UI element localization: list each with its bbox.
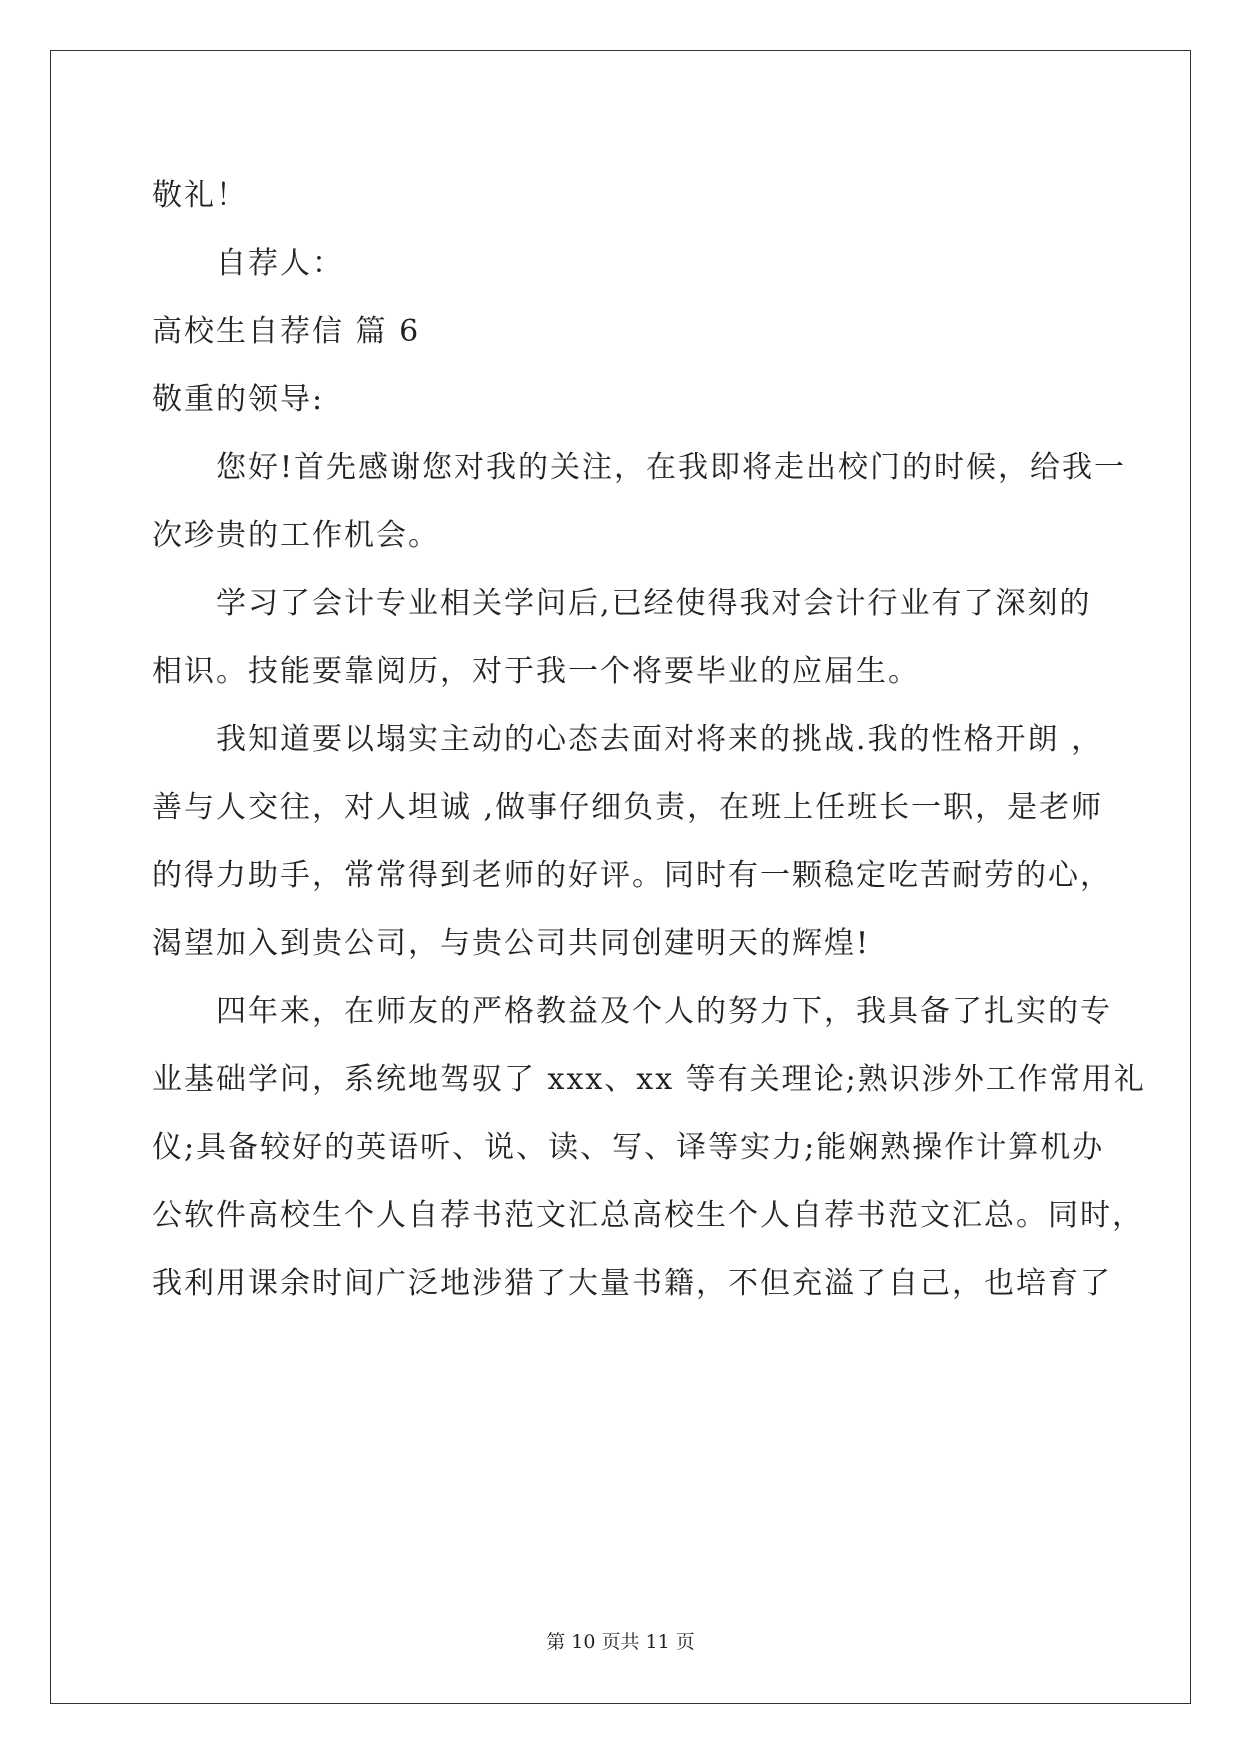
body-line: 相识。技能要靠阅历，对于我一个将要毕业的应届生。 [152,654,920,689]
signature-line: 自荐人： [216,246,344,281]
body-line: 您好!首先感谢您对我的关注，在我即将走出校门的时候，给我一 [216,450,1127,485]
body-line: 次珍贵的工作机会。 [152,518,440,553]
closing-salutation: 敬礼！ [152,178,248,213]
body-line: 我知道要以塌实主动的心态去面对将来的挑战.我的性格开朗 ， [216,722,1104,757]
body-line: 渴望加入到贵公司，与贵公司共同创建明天的辉煌! [152,926,871,961]
page-footer [0,1627,1241,1654]
body-line: 四年来，在师友的严格教益及个人的努力下，我具备了扎实的专 [216,994,1112,1029]
body-line: 业基础学问，系统地驾驭了 xxx、xx 等有关理论;熟识涉外工作常用礼 [152,1062,1146,1097]
page-number: 第 10 页 [546,1631,621,1653]
section-heading: 高校生自荐信 篇 6 [152,314,421,349]
body-line: 善与人交往，对人坦诚 ,做事仔细负责，在班上任班长一职，是老师 [152,790,1104,825]
body-line: 的得力助手，常常得到老师的好评。同时有一颗稳定吃苦耐劳的心， [152,858,1112,893]
body-line: 公软件高校生个人自荐书范文汇总高校生个人自荐书范文汇总。同时， [152,1198,1144,1233]
greeting: 敬重的领导: [152,382,325,417]
body-line: 学习了会计专业相关学问后,已经使得我对会计行业有了深刻的 [216,586,1092,621]
page-total: 共 11 页 [620,1631,695,1653]
body-line: 我利用课余时间广泛地涉猎了大量书籍，不但充溢了自己，也培育了 [152,1266,1112,1301]
body-line: 仪;具备较好的英语听、说、读、写、译等实力;能娴熟操作计算机办 [152,1130,1105,1165]
letter-body [152,162,1146,1318]
